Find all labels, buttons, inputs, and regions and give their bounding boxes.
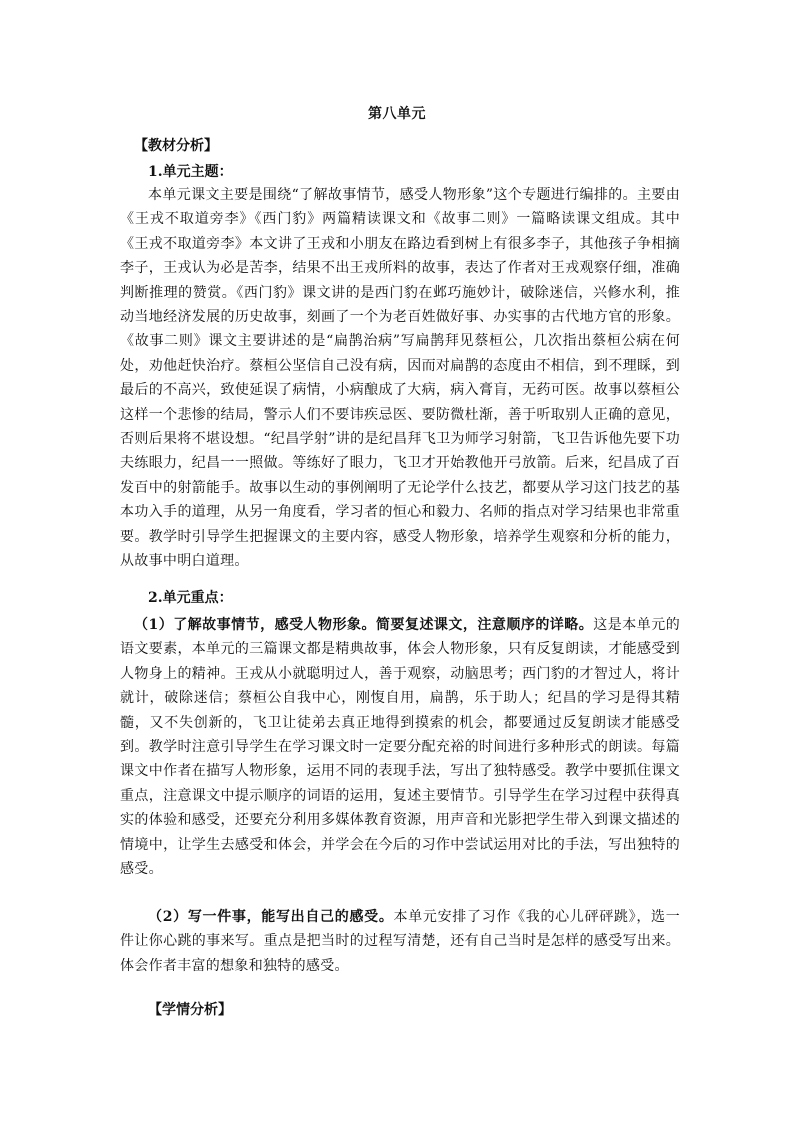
- learning-analysis-heading: 【学情分析】: [148, 1002, 232, 1018]
- theme-paragraph: 本单元课文主要是围绕“了解故事情节，感受人物形象”这个专题进行编排的。主要由《王戎不取道旁李》《西门豹》两篇精读课文和《故事二则》一篇略读课文组成。其中《王戎不取道旁李》本文讲了王戎和小朋友在路边看到树上有很多李子，其他孩子争相摘李子，王戎认为必是苦李，结果不出王戎所料的故事，表达了作者对王戎观察仔细，准确判断推理的赞赏。《西门豹》课文讲的是西门豹在邺巧施妙计，破除迷信，兴修水利，推动当地经济发展的历史故事，刻画了一个为老百姓做好事、办实事的古代地方官的形象。《故事二则》课文主要讲述的是“扁鹊治病”写扁鹊拜见蔡桓公，几次指出蔡桓公病在何处，劝他赶快治疗。蔡桓公坚信自己没有病，因而对扁鹊的态度由不相信，到不理睬，到最后的不高兴，致使延误了病情，小病酿成了大病，病入膏肓，无药可医。故事以蔡桓公这样一个悲惨的结局，警示人们不要讳疾忌医、要防微杜渐，善于听取别人正确的意见，否则后果将不堪设想。“纪昌学射”讲的是纪昌拜飞卫为师学习射箭，飞卫告诉他先要下功夫练眼力，纪昌一一照做。等练好了眼力，飞卫才开始教他开弓放箭。后来，纪昌成了百发百中的射箭能手。故事以生动的事例阐明了无论学什么技艺，都要从学习这门技艺的基本功入手的道理，从另一角度看，学习者的恒心和毅力、名师的指点对学习结果也非常重要。教学时引导学生把握课文的主要内容，感受人物形象，培养学生观察和分析的能力，从故事中明白道理。: [120, 187, 680, 570]
- focus-paragraph-2: [120, 905, 680, 978]
- textbook-analysis-heading: 【教材分析】: [134, 138, 218, 154]
- theme-heading: 1.单元主题：: [148, 164, 233, 180]
- focus-2-text: 本单元安排了习作《我的心儿砰砰跳》，选一件让你心跳的事来写。重点是把当时的过程写清楚，还有自己当时是怎样的感受写出来。体会作者丰富的想象和独特的感受。: [120, 909, 681, 974]
- focus-paragraph-1: [120, 613, 680, 881]
- focus-2-bold-lead: （2）写一件事，能写出自己的感受。: [148, 909, 394, 925]
- page-title: 第八单元: [368, 106, 426, 122]
- focus-1-bold-lead: （1）了解故事情节，感受人物形象。简要复述课文，注意顺序的详略。: [134, 617, 594, 633]
- focus-heading: 2.单元重点：: [148, 590, 233, 606]
- focus-1-text: 这是本单元的语文要素，本单元的三篇课文都是精典故事，体会人物形象，只有反复朗读，才能感受到人物身上的精神。王戎从小就聪明过人，善于观察，动脑思考；西门豹的才智过人，将计就计，破除迷信；蔡桓公自我中心，刚愎自用，扁鹊，乐于助人；纪昌的学习是得其精髓，又不失创新的，飞卫让徒弟去真正地得到摸索的机会，都要通过反复朗读才能感受到。教学时注意引导学生在学习课文时一定要分配充裕的时间进行多种形式的朗读。每篇课文中作者在描写人物形象，运用不同的表现手法，写出了独特感受。教学中要抓住课文重点，注意课文中提示顺序的词语的运用，复述主要情节。引导学生在学习过程中获得真实的体验和感受，还要充分利用多媒体教育资源，用声音和光影把学生带入到课文描述的情境中，让学生去感受和体会，并学会在今后的习作中尝试运用对比的手法，写出独特的感受。: [120, 617, 680, 878]
